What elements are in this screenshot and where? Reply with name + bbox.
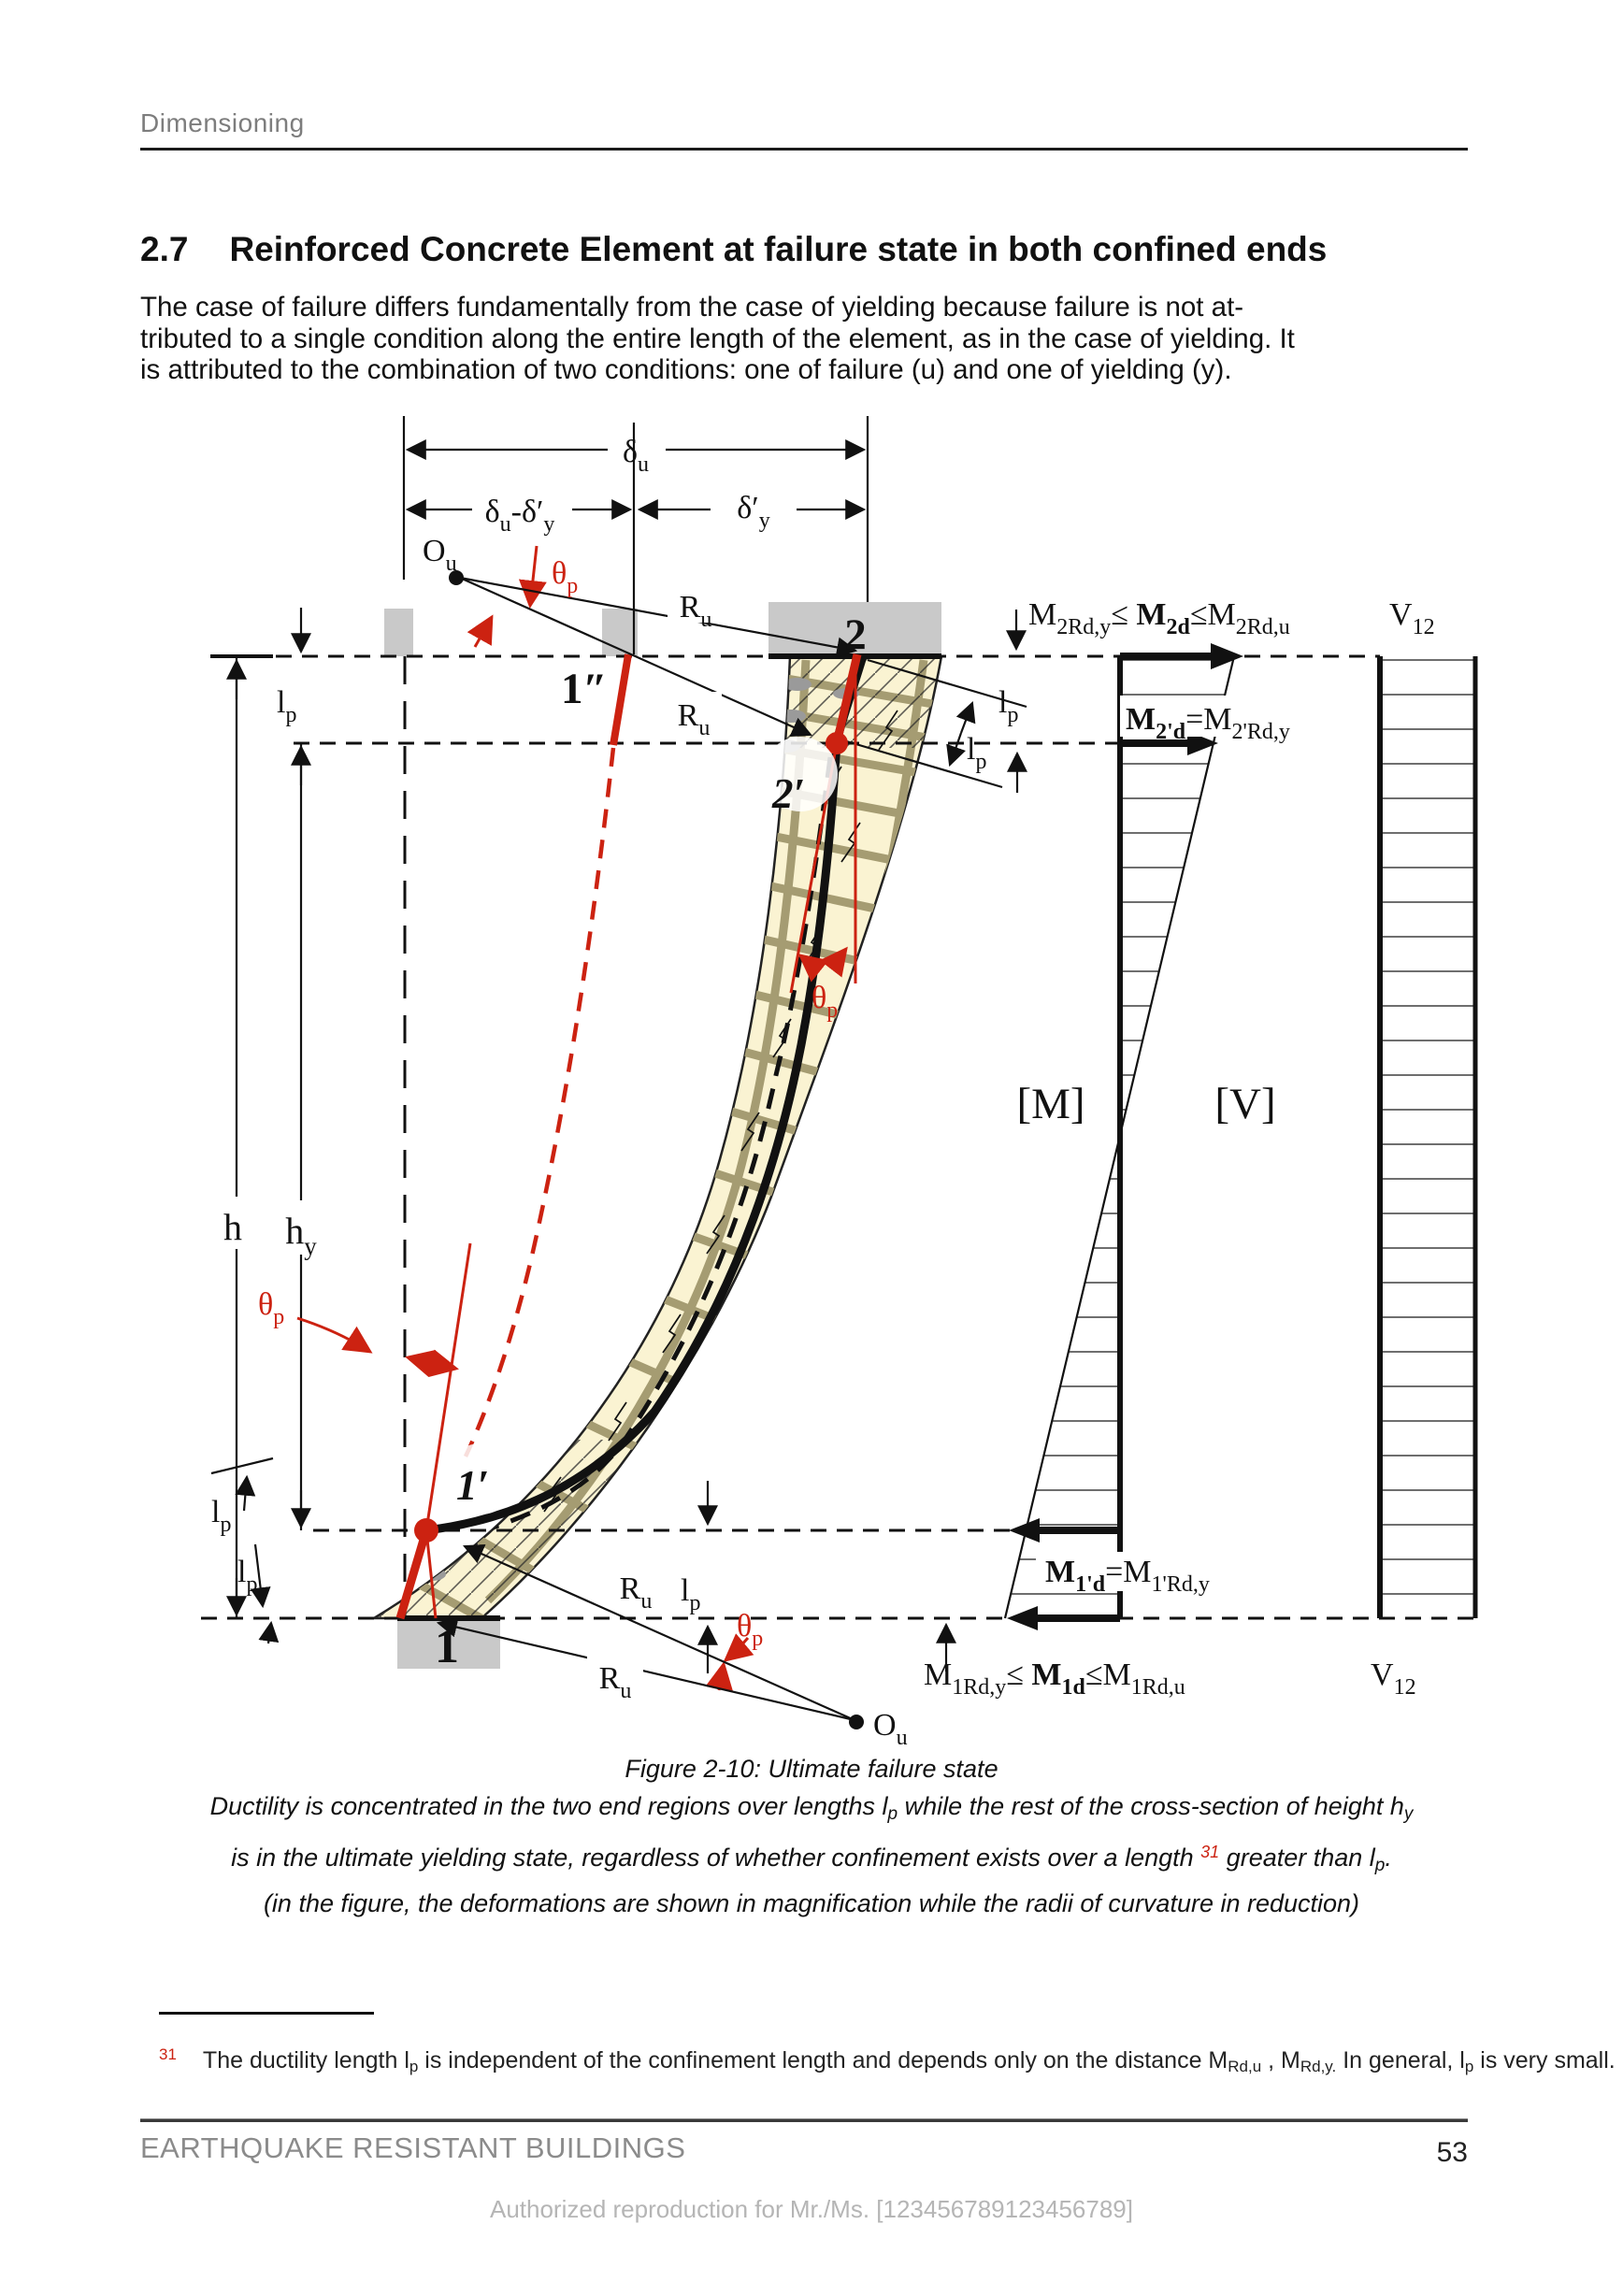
delta-y-label: $\delta'_y$	[737, 491, 770, 533]
node-1pp-label: 1″	[561, 665, 608, 713]
chord-1pp-solid	[613, 654, 628, 745]
moment-diagram-label: [M]	[1016, 1080, 1085, 1128]
lp-mid-bottom-label: $l_p$	[681, 1573, 701, 1615]
moment-1p-equation: $M_{1'd}=M_{1'Rd,y}$	[1045, 1555, 1210, 1597]
theta-p-arrow-top	[530, 546, 537, 606]
shear-v12-bottom-label: $V_{12}$	[1371, 1657, 1416, 1700]
running-header: Dimensioning	[140, 108, 305, 137]
node-2p-label: 2′	[772, 770, 806, 817]
delta-u-label: $\delta_u$	[622, 435, 650, 477]
body-paragraph	[140, 292, 1295, 386]
header-rule	[140, 148, 1468, 151]
ru-label-4: $R_u$	[598, 1661, 632, 1703]
section-number: 2.7	[140, 230, 189, 268]
caption-line: Ductility is concentrated in the two end regions over lengths lp while the rest of the cross-section of height hy	[209, 1792, 1414, 1824]
footer-rule	[140, 2118, 1468, 2122]
lp-dimensions-bottom-left	[211, 1458, 273, 1643]
shear-diagram	[1214, 597, 1475, 1700]
body-line: tributed to a single condition along the entire length of the element, as in the case of yielding. It	[140, 323, 1295, 354]
h-label: h	[223, 1206, 242, 1248]
figure-caption	[0, 1750, 1623, 1922]
ru-label-2: $R_u$	[677, 698, 711, 740]
ru-label-1: $R_u$	[679, 590, 712, 632]
footnote-31: $^{31}$ The ductility length lp is independent of the confinement length and depends only on the distance MRd,u , MRd,y. In general, lp is very small.	[159, 2045, 1616, 2075]
footer-book-title: EARTHQUAKE RESISTANT BUILDINGS	[140, 2131, 686, 2164]
shear-diagram-label: [V]	[1214, 1080, 1276, 1128]
lp-right-label-2: $l_p$	[967, 732, 987, 774]
moment-1-inequality: $M_{1Rd,y}\le M_{1d}\le M_{1Rd,u}$	[924, 1657, 1185, 1700]
lp-bottom-left-label-2: $l_p$	[237, 1555, 258, 1597]
footnote-separator	[159, 2012, 374, 2015]
section-title	[140, 230, 1327, 269]
body-line: The case of failure differs fundamentally from the case of yielding because failure is not at-	[140, 292, 1244, 323]
theta-p-label-bottom: $\theta_p$	[737, 1609, 764, 1651]
ru-label-3: $R_u$	[619, 1571, 653, 1614]
theta-p-label-top: $\theta_p$	[552, 556, 579, 598]
node-2-label: 2	[844, 610, 867, 659]
figure-2-10-diagram	[131, 402, 1515, 1776]
caption-title: Figure 2-10: Ultimate failure state	[625, 1755, 998, 1783]
theta-p-label-mid-left: $\theta_p$	[258, 1287, 285, 1329]
caption-line: is in the ultimate yielding state, regardless of whether confinement exists over a length $^{31}$ greater than lp.	[231, 1843, 1392, 1875]
page-number: 53	[1436, 2137, 1468, 2168]
footnote-ref-31: 31	[1200, 1843, 1220, 1861]
height-dimensions	[213, 608, 327, 1618]
theta-p-leader-mid	[297, 1318, 370, 1352]
footnote-number: 31	[159, 2045, 177, 2063]
lp-right-label-1: $l_p$	[998, 685, 1019, 727]
plastic-hinge-1p-dot	[414, 1518, 438, 1543]
moment-2-inequality: $M_{2Rd,y}\le M_{2d}\le M_{2Rd,u}$	[1028, 597, 1290, 639]
center-ou-bottom-dot	[849, 1715, 864, 1729]
chord-1pp-dashed	[466, 748, 613, 1457]
reproduction-watermark: Authorized reproduction for Mr./Ms. [123456789123456789]	[489, 2195, 1133, 2223]
section-title-text: Reinforced Concrete Element at failure state in both confined ends	[229, 230, 1328, 268]
body-line: is attributed to the combination of two conditions: one of failure (u) and one of yielding (y).	[140, 354, 1232, 385]
moment-2p-equation: $M_{2'd}=M_{2'Rd,y}$	[1126, 702, 1290, 744]
node-1p-label: 1′	[456, 1462, 490, 1509]
delta-u-minus-y-label: $\delta_u-\delta'_y$	[484, 495, 555, 537]
node-1-label: 1	[435, 1620, 459, 1673]
lp-top-left-label: $l_p$	[277, 685, 297, 727]
hy-label: $h_y$	[285, 1210, 317, 1260]
lp-bottom-left-label-1: $l_p$	[211, 1495, 232, 1537]
shear-v12-top-label: $V_{12}$	[1389, 597, 1435, 639]
theta-p-label-mid-right: $\theta_p$	[812, 981, 839, 1023]
caption-line: (in the figure, the deformations are shown in magnification while the radii of curvature in reduction)	[263, 1889, 1360, 1917]
ou-bottom-label: $O_u$	[873, 1708, 908, 1750]
shear-hatch	[1380, 656, 1475, 1618]
ghost-block-left	[384, 609, 413, 656]
ou-top-label: $O_u$	[423, 534, 457, 576]
